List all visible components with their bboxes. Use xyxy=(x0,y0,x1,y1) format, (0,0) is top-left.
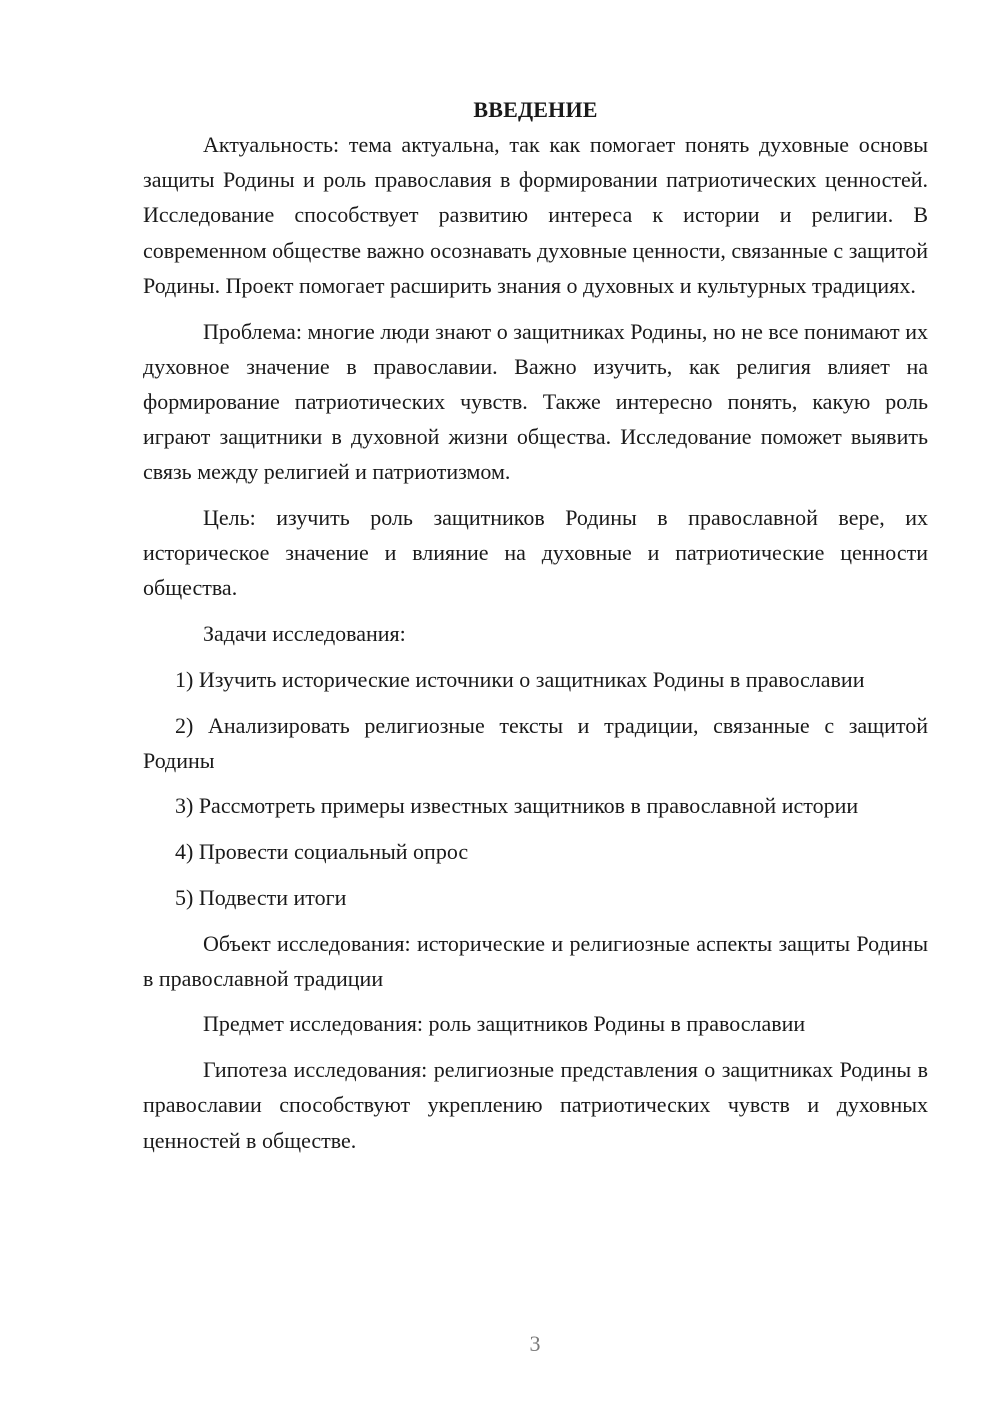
object-paragraph: Объект исследования: исторические и религиозные аспекты защиты Родины в православной традиции xyxy=(143,930,928,991)
task-item-1: 1) Изучить исторические источники о защитниках Родины в православии xyxy=(175,666,865,692)
problem-paragraph: Проблема: многие люди знают о защитниках Родины, но не все понимают их духовное значение в православии. Важно изучить, как религия влияет на формирование патриотических чувств. Также интересно понять, какую роль играют защитники в духовной жизни общества. Исследование поможет выявить связь между религией и патриотизмом. xyxy=(143,318,928,485)
page-number: 3 xyxy=(529,1331,541,1356)
task-item-5: 5) Подвести итоги xyxy=(175,884,347,910)
task-item-3: 3) Рассмотреть примеры известных защитников в православной истории xyxy=(175,793,859,819)
relevance-paragraph: Актуальность: тема актуальна, так как помогает понять духовные основы защиты Родины и роль православия в формировании патриотических ценностей. Исследование способствует развитию интереса к истории и религии. В современном обществе важно осознавать духовные ценности, связанные с защитой Родины. Проект помогает расширить знания о духовных и культурных традициях. xyxy=(143,132,928,298)
goal-paragraph: Цель: изучить роль защитников Родины в православной вере, их историческое значение и влияние на духовные и патриотические ценности общества. xyxy=(143,505,928,601)
tasks-heading: Задачи исследования: xyxy=(203,621,406,647)
task-item-4: 4) Провести социальный опрос xyxy=(175,839,469,865)
hypothesis-paragraph: Гипотеза исследования: религиозные представления о защитниках Родины в православии способствуют укреплению патриотических чувств и духовных ценностей в обществе. xyxy=(143,1057,928,1153)
subject-paragraph: Предмет исследования: роль защитников Родины в православии xyxy=(203,1011,806,1037)
page-title: ВВЕДЕНИЕ xyxy=(473,97,598,122)
task-item-2: 2) Анализировать религиозные тексты и традиции, связанные с защитой Родины xyxy=(143,712,928,773)
document-page xyxy=(143,92,928,1158)
